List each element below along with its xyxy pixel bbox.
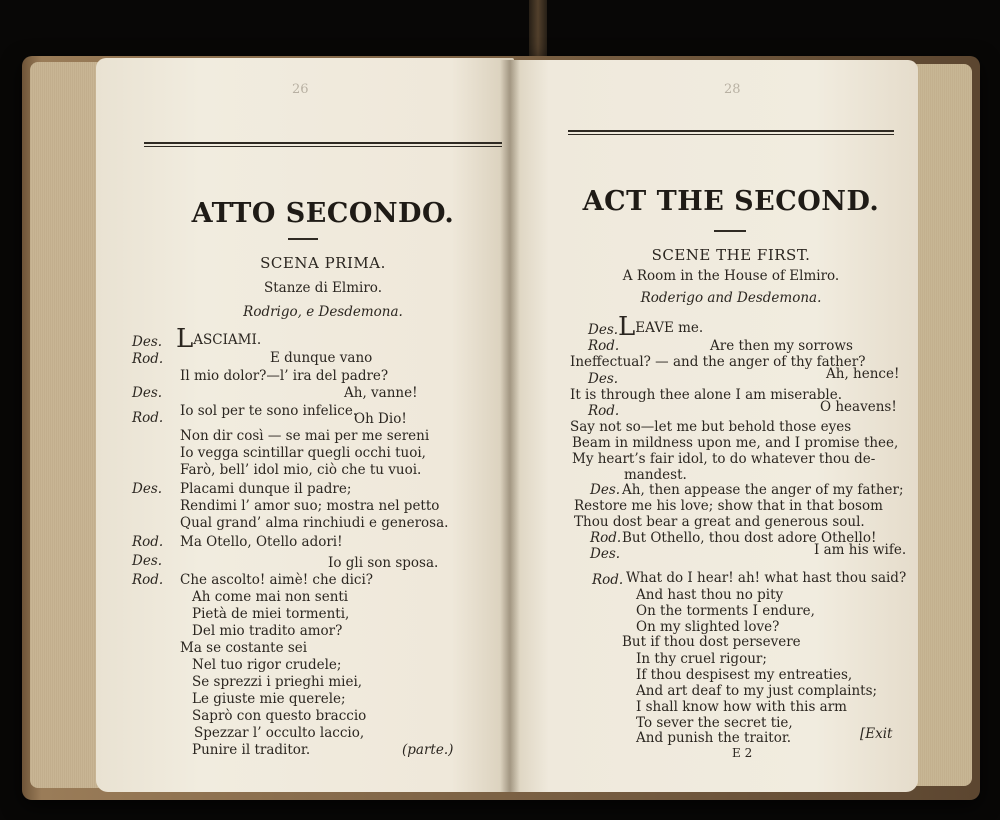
speaker-name: Rod. — [590, 530, 622, 546]
speaker-name: Rod. — [132, 534, 164, 550]
speaker-name: Des. — [132, 385, 163, 401]
speaker-name: Des. — [590, 546, 621, 562]
dialogue-text: ASCIAMI. — [193, 332, 262, 348]
left-scene-heading: SCENA PRIMA. — [260, 254, 386, 272]
speaker-name: Des. — [132, 481, 163, 497]
dialogue-line: Io gli son sposa. — [328, 555, 439, 571]
dialogue-line: Spezzar l’ occulto laccio, — [194, 725, 365, 741]
speaker-name: Rod. — [592, 572, 624, 588]
dialogue-line: Ma Otello, Otello adori! — [180, 534, 343, 550]
dialogue-line: And punish the traitor. — [636, 730, 792, 746]
right-page-number: 28 — [724, 82, 741, 97]
speaker-name: Rod. — [588, 338, 620, 354]
dialogue-line: Restore me his love; show that in that bosom — [574, 498, 883, 514]
drop-cap: L — [618, 312, 636, 342]
speaker-name: Rod. — [132, 410, 164, 426]
stage-direction-exit: [Exit — [860, 726, 893, 742]
dialogue-line: Pietà de miei tormenti, — [192, 606, 350, 622]
dialogue-line: Ah come mai non senti — [192, 589, 349, 605]
left-header-rule-thin — [144, 146, 502, 147]
right-characters: Roderigo and Desdemona. — [640, 290, 822, 306]
dialogue-line — [176, 324, 262, 354]
left-page — [96, 58, 514, 792]
dialogue-line: Io sol per te sono infelice. — [180, 403, 358, 419]
left-setting: Stanze di Elmiro. — [264, 280, 382, 296]
dialogue-line: Rendimi l’ amor suo; mostra nel petto — [180, 498, 440, 514]
dialogue-line: Del mio tradito amor? — [192, 623, 343, 639]
dialogue-line: My heart’s fair idol, to do whatever thou de- — [572, 451, 876, 467]
dialogue-line: If thou despisest my entreaties, — [636, 667, 853, 683]
speaker-name: Des. — [588, 322, 619, 338]
dialogue-line: Saprò con questo braccio — [192, 708, 367, 724]
dialogue-line: Ah, then appease the anger of my father; — [622, 482, 904, 498]
dialogue-line: Ah, hence! — [826, 366, 900, 382]
dialogue-line: What do I hear! ah! what hast thou said? — [626, 570, 907, 586]
speaker-name: Des. — [132, 334, 163, 350]
right-setting: A Room in the House of Elmiro. — [622, 268, 840, 284]
dialogue-line: But Othello, thou dost adore Othello! — [622, 530, 877, 546]
speaker-name: Rod. — [132, 351, 164, 367]
left-title-rule — [288, 238, 318, 240]
signature-mark: E 2 — [732, 746, 753, 760]
dialogue-line: Say not so—let me but behold those eyes — [570, 419, 852, 435]
dialogue-line: mandest. — [624, 467, 687, 483]
dialogue-line: To sever the secret tie, — [636, 715, 793, 731]
dialogue-line: Se sprezzi i prieghi miei, — [192, 674, 363, 690]
dialogue-line: But if thou dost persevere — [622, 634, 801, 650]
dialogue-line: Oh Dio! — [354, 411, 407, 427]
dialogue-line: Are then my sorrows — [710, 338, 853, 354]
dialogue-line: Il mio dolor?—l’ ira del padre? — [180, 368, 389, 384]
left-act-title: ATTO SECONDO. — [191, 198, 455, 229]
dialogue-line: Ah, vanne! — [344, 385, 418, 401]
right-header-rule-thin — [568, 134, 894, 135]
speaker-name: Des. — [588, 371, 619, 387]
dialogue-line: And hast thou no pity — [636, 587, 784, 603]
dialogue-line: E dunque vano — [270, 350, 373, 366]
dialogue-line: Qual grand’ alma rinchiudi e generosa. — [180, 515, 449, 531]
speaker-name: Rod. — [132, 572, 164, 588]
book-gutter-shadow — [500, 60, 520, 792]
right-title-rule — [714, 230, 746, 232]
dialogue-line: I am his wife. — [814, 542, 907, 558]
dialogue-line: Non dir così — se mai per me sereni — [180, 428, 430, 444]
dialogue-line: In thy cruel rigour; — [636, 651, 767, 667]
right-page-edges — [912, 64, 972, 786]
dialogue-line: Farò, bell’ idol mio, ciò che tu vuoi. — [180, 462, 422, 478]
dialogue-line: Placami dunque il padre; — [180, 481, 352, 497]
dialogue-line: I shall know how with this arm — [636, 699, 847, 715]
dialogue-line: And art deaf to my just complaints; — [636, 683, 878, 699]
dialogue-line: Io vegga scintillar quegli occhi tuoi, — [180, 445, 426, 461]
dialogue-line: Punire il traditor. — [192, 742, 311, 758]
speaker-name: Rod. — [588, 403, 620, 419]
dialogue-line: Le giuste mie querele; — [192, 691, 346, 707]
left-header-rule — [144, 142, 502, 144]
right-page — [508, 60, 918, 792]
dialogue-line: Ma se costante sei — [180, 640, 308, 656]
speaker-name: Des. — [132, 553, 163, 569]
dialogue-line: Ineffectual? — and the anger of thy father? — [570, 354, 866, 370]
dialogue-line: On the torments I endure, — [636, 603, 815, 619]
stage-direction-exit: (parte.) — [402, 742, 454, 758]
right-header-rule — [568, 130, 894, 132]
left-page-number: 26 — [292, 82, 309, 97]
dialogue-line: Beam in mildness upon me, and I promise thee, — [572, 435, 899, 451]
dialogue-line: Thou dost bear a great and generous soul. — [574, 514, 865, 530]
drop-cap: L — [176, 324, 194, 354]
left-characters: Rodrigo, e Desdemona. — [243, 304, 403, 320]
right-act-title: ACT THE SECOND. — [582, 186, 880, 217]
dialogue-line: It is through thee alone I am miserable. — [570, 387, 843, 403]
right-scene-heading: SCENE THE FIRST. — [651, 246, 811, 264]
dialogue-line: On my slighted love? — [636, 619, 780, 635]
speaker-name: Des. — [590, 482, 621, 498]
dialogue-line: Nel tuo rigor crudele; — [192, 657, 342, 673]
dialogue-line — [618, 312, 704, 342]
dialogue-line: O heavens! — [820, 399, 897, 415]
dialogue-text: EAVE me. — [635, 320, 704, 336]
dialogue-line: Che ascolto! aimè! che dici? — [180, 572, 374, 588]
